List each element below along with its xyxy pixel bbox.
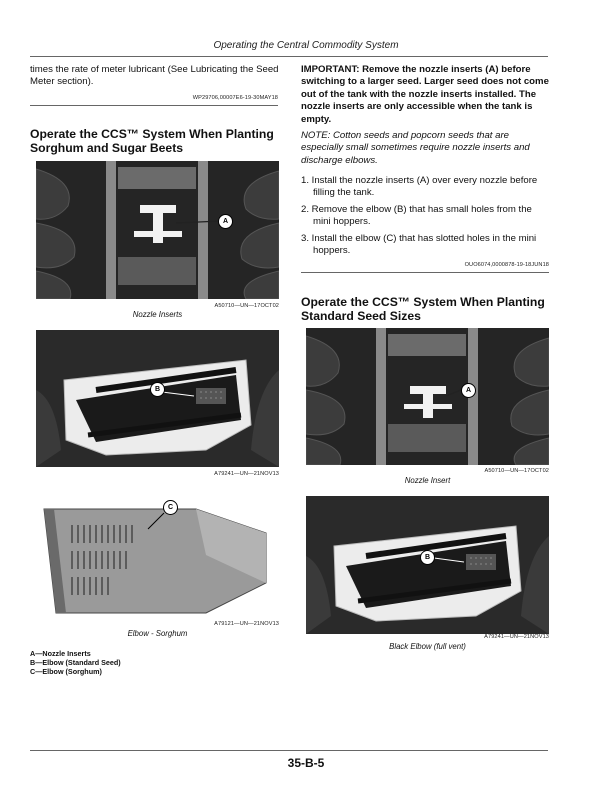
legend-item: A—Nozzle Inserts (30, 649, 91, 658)
callout-b: B (420, 550, 435, 565)
figure-ref: A79241—UN—21NOV13 (214, 471, 279, 477)
legend-item: B—Elbow (Standard Seed) (30, 658, 121, 667)
note-text: NOTE: Cotton seeds and popcorn seeds that are especially small sometimes require nozzle inserts and discharge elbows. (301, 130, 530, 166)
list-item: 2. Remove the elbow (B) that has small holes from the mini hoppers. (301, 203, 532, 228)
important-notice: IMPORTANT: Remove the nozzle inserts (A) before switching to a larger seed. Larger seed does not come out of the tank with the nozzle inserts installed. The nozzle inserts are only accessible when the tank is empty. (301, 64, 549, 125)
intro-ref: WP29706,00007E6-19-30MAY18 (192, 95, 278, 101)
figure-caption: Elbow - Sorghum (127, 629, 188, 638)
nozzle-inserts-photo (36, 161, 279, 299)
figure-legend (30, 649, 280, 676)
list-item: 3. Install the elbow (C) that has slotted holes in the mini hoppers. (301, 232, 537, 257)
footer-rule (30, 750, 548, 751)
figure-ref: A50710—UN—17OCT02 (214, 303, 279, 309)
callout-b: B (150, 382, 165, 397)
steps-ref: OUO6074,0000878-19-18JUN18 (464, 262, 549, 268)
figure-caption: Black Elbow (full vent) (389, 642, 466, 651)
section-heading-sorghum: Operate the CCS™ System When Planting Sorghum and Sugar Beets (30, 127, 274, 156)
list-item: 1. Install the nozzle inserts (A) over every nozzle before filling the tank. (301, 175, 538, 199)
callout-a: A (218, 214, 233, 229)
intro-text: times the rate of meter lubricant (See Lubricating the Seed Meter section). (30, 64, 279, 88)
figure-ref: A79121—UN—21NOV13 (214, 621, 279, 627)
callout-c: C (163, 500, 178, 515)
black-elbow-photo (306, 496, 549, 634)
header-rule (30, 56, 548, 57)
section-heading-standard: Operate the CCS™ System When Planting Standard Seed Sizes (301, 295, 545, 324)
nozzle-insert-photo (306, 328, 549, 465)
figure-caption: Nozzle Inserts (132, 310, 183, 319)
figure-ref: A50710—UN—17OCT02 (484, 468, 549, 474)
legend-item: C—Elbow (Sorghum) (30, 667, 102, 676)
callout-a: A (461, 383, 476, 398)
step-list (301, 175, 549, 257)
elbow-sorghum-illustration (36, 495, 279, 618)
elbow-standard-photo (36, 330, 279, 467)
running-header: Operating the Central Commodity System (213, 40, 399, 51)
page-number: 35-B-5 (287, 756, 325, 770)
figure-caption: Nozzle Insert (404, 476, 451, 485)
section-divider (301, 272, 549, 273)
figure-ref: A79241—UN—21NOV13 (484, 634, 549, 640)
section-divider (30, 105, 278, 106)
